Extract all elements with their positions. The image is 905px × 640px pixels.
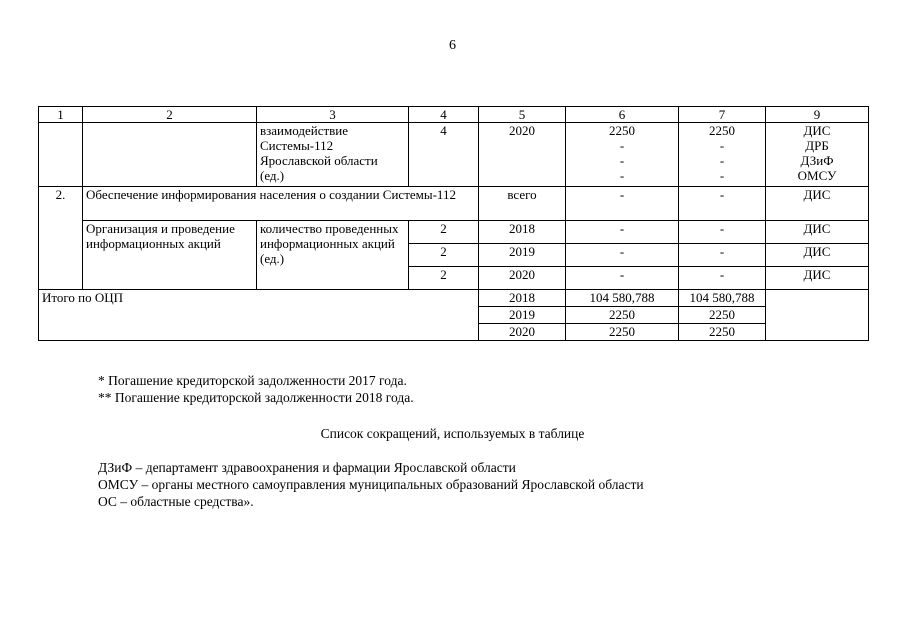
indicator-line: (ед.) [260,168,285,183]
table-row [39,187,869,221]
year-cell: 2020 [479,267,566,290]
value-line: - [719,168,725,183]
value-cell: - [679,187,766,221]
executor-cell: ДИС [766,244,869,267]
executor-line: ОМСУ [797,168,837,183]
value-cell: - [566,187,679,221]
activity-name: Организация и проведение информационных акций [83,221,257,290]
executor-cell: ДИС [766,267,869,290]
abbreviation-item: ОМСУ – органы местного самоуправления муниципальных образований Ярославской области [98,477,644,492]
value-line: - [719,153,725,168]
executor-cell: ДИС [766,187,869,221]
indicator-line: взаимодействие [260,123,349,138]
value-line: - [719,138,725,153]
cell-empty [39,221,83,290]
header-cell: 1 [39,107,83,123]
value-line: - [619,168,625,183]
value-cell: 2250 [566,307,679,324]
value-cell: - [566,267,679,290]
year-cell: всего [479,187,566,221]
table-row [39,123,869,187]
indicator-cell: количество проведенных информационных акций (ед.) [257,221,409,290]
header-cell: 9 [766,107,869,123]
header-cell: 3 [257,107,409,123]
executor-line: ДИС [803,123,831,138]
value-cell: - [679,221,766,244]
indicator-cell [257,123,409,187]
header-cell: 2 [83,107,257,123]
value-cell: - [679,267,766,290]
executor-cell: ДИС [766,221,869,244]
cell-empty [83,123,257,187]
row-number: 2. [39,187,83,221]
header-cell: 5 [479,107,566,123]
year-cell: 2019 [479,307,566,324]
value-cell [566,123,679,187]
value-cell: 2250 [679,324,766,341]
abbreviation-item: ДЗиФ – департамент здравоохранения и фармации Ярославской области [98,460,516,475]
executor-cell [766,123,869,187]
value-cell: - [566,244,679,267]
cell-empty [766,290,869,341]
value-cell: 4 [409,123,479,187]
value-cell: 2250 [566,324,679,341]
abbreviation-item: ОС – областные средства». [98,494,254,509]
total-label: Итого по ОЦП [39,290,479,341]
total-row [39,290,869,307]
header-cell: 6 [566,107,679,123]
value-cell: 104 580,788 [679,290,766,307]
footnotes [98,372,414,406]
footnote: ** Погашение кредиторской задолженности 2018 года. [98,390,414,405]
value-line: - [619,153,625,168]
value-line: 2250 [709,123,735,138]
program-table [38,106,869,341]
value-cell: 2 [409,267,479,290]
value-cell: - [566,221,679,244]
header-row [39,107,869,123]
value-cell: 104 580,788 [566,290,679,307]
executor-line: ДРБ [805,138,829,153]
year-cell: 2018 [479,221,566,244]
task-title: Обеспечение информирования населения о создании Системы-112 [83,187,479,221]
year-cell: 2018 [479,290,566,307]
abbreviations-title: Список сокращений, используемых в таблице [320,426,585,441]
footnote: * Погашение кредиторской задолженности 2017 года. [98,373,407,388]
year-cell: 2019 [479,244,566,267]
header-cell: 7 [679,107,766,123]
table-row [39,221,869,244]
value-cell [679,123,766,187]
executor-line: ДЗиФ [800,153,834,168]
value-line: - [619,138,625,153]
value-line: 2250 [609,123,635,138]
year-cell: 2020 [479,123,566,187]
cell-empty [39,123,83,187]
header-cell: 4 [409,107,479,123]
value-cell: - [679,244,766,267]
indicator-line: Системы-112 [260,138,334,153]
value-cell: 2250 [679,307,766,324]
page-number: 6 [449,38,456,53]
year-cell: 2020 [479,324,566,341]
abbreviations-list [98,459,644,510]
value-cell: 2 [409,244,479,267]
indicator-line: Ярославской области [260,153,378,168]
value-cell: 2 [409,221,479,244]
